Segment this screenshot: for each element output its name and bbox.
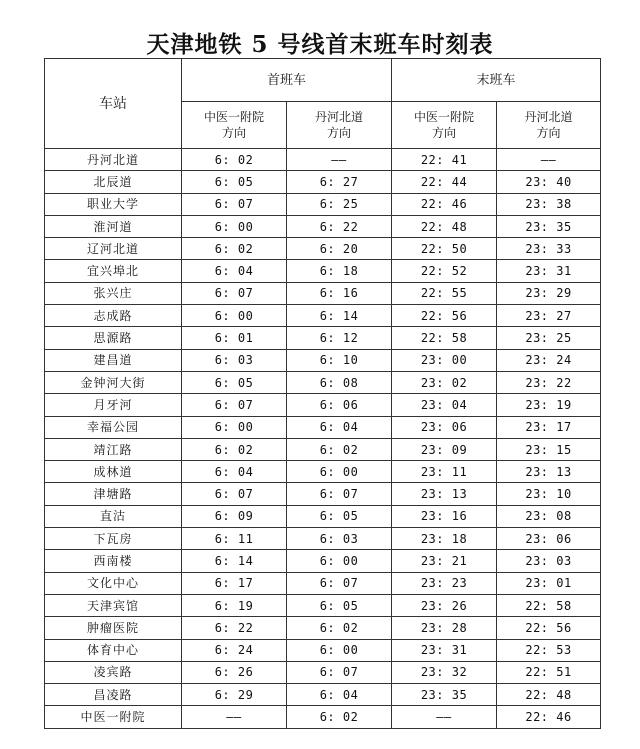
time-cell: 6: 03 [182,349,287,371]
time-cell: 22: 58 [497,594,601,616]
time-cell: 23: 35 [392,684,497,706]
time-cell: 23: 08 [497,505,601,527]
time-cell: 6: 07 [182,394,287,416]
time-cell: 23: 09 [392,438,497,460]
time-cell: 6: 02 [182,149,287,171]
time-cell: 23: 00 [392,349,497,371]
time-cell: —— [392,706,497,728]
time-cell: 23: 26 [392,594,497,616]
time-cell: 23: 22 [497,371,601,393]
time-cell: 23: 01 [497,572,601,594]
first-dir-a-header: 中医一附院 方向 [182,102,287,149]
station-column-header: 车站 [45,59,182,149]
time-cell: 6: 04 [182,260,287,282]
time-cell: 23: 40 [497,171,601,193]
station-name: 辽河北道 [45,238,182,260]
time-cell: 23: 21 [392,550,497,572]
time-cell: 23: 02 [392,371,497,393]
time-cell: 6: 07 [287,572,392,594]
time-cell: 6: 05 [287,594,392,616]
table-row [45,572,601,594]
station-name: 北辰道 [45,171,182,193]
table-row [45,260,601,282]
time-cell: 23: 29 [497,282,601,304]
time-cell: 6: 26 [182,661,287,683]
station-name: 昌凌路 [45,684,182,706]
time-cell: —— [182,706,287,728]
time-cell: 6: 05 [182,171,287,193]
page-title: 天津地铁 5 号线首末班车时刻表 [146,31,494,58]
time-cell: 23: 27 [497,305,601,327]
last-dir-a-header: 中医一附院 方向 [392,102,497,149]
time-cell: 23: 23 [392,572,497,594]
table-row [45,461,601,483]
station-name: 宜兴埠北 [45,260,182,282]
station-name: 淮河道 [45,215,182,237]
station-name: 职业大学 [45,193,182,215]
table-row [45,438,601,460]
table-row [45,639,601,661]
station-name: 体育中心 [45,639,182,661]
time-cell: 6: 09 [182,505,287,527]
time-cell: 23: 19 [497,394,601,416]
time-cell: 23: 13 [497,461,601,483]
time-cell: 23: 03 [497,550,601,572]
time-cell: 22: 50 [392,238,497,260]
table-row [45,282,601,304]
time-cell: 6: 04 [182,461,287,483]
timetable [44,58,601,729]
time-cell: 6: 17 [182,572,287,594]
time-cell: 23: 11 [392,461,497,483]
time-cell: 6: 02 [287,617,392,639]
time-cell: 22: 48 [392,215,497,237]
first-dir-b-header: 丹河北道 方向 [287,102,392,149]
station-name: 肿瘤医院 [45,617,182,639]
table-row [45,305,601,327]
time-cell: 23: 15 [497,438,601,460]
time-cell: 23: 06 [392,416,497,438]
table-row [45,238,601,260]
time-cell: 22: 55 [392,282,497,304]
time-cell: 6: 02 [182,438,287,460]
station-name: 思源路 [45,327,182,349]
time-cell: 6: 00 [287,639,392,661]
station-name: 西南楼 [45,550,182,572]
station-name: 成林道 [45,461,182,483]
time-cell: 22: 46 [497,706,601,728]
time-cell: 6: 07 [182,483,287,505]
time-cell: 23: 13 [392,483,497,505]
time-cell: 6: 14 [287,305,392,327]
table-row [45,505,601,527]
time-cell: —— [497,149,601,171]
station-name: 津塘路 [45,483,182,505]
time-cell: 6: 00 [287,550,392,572]
first-train-header: 首班车 [182,59,392,102]
time-cell: 6: 27 [287,171,392,193]
table-row [45,371,601,393]
time-cell: 6: 02 [287,438,392,460]
time-cell: 22: 52 [392,260,497,282]
time-cell: 23: 24 [497,349,601,371]
time-cell: 6: 01 [182,327,287,349]
table-row [45,684,601,706]
station-name: 月牙河 [45,394,182,416]
station-name: 建昌道 [45,349,182,371]
time-cell: 22: 41 [392,149,497,171]
station-name: 直沽 [45,505,182,527]
station-name: 靖江路 [45,438,182,460]
station-name: 幸福公园 [45,416,182,438]
table-row [45,416,601,438]
table-row [45,171,601,193]
time-cell: 6: 14 [182,550,287,572]
time-cell: 6: 08 [287,371,392,393]
station-name: 凌宾路 [45,661,182,683]
time-cell: 23: 06 [497,528,601,550]
table-row [45,215,601,237]
station-name: 丹河北道 [45,149,182,171]
time-cell: 22: 56 [497,617,601,639]
table-row [45,149,601,171]
last-train-header: 末班车 [392,59,601,102]
time-cell: 6: 22 [182,617,287,639]
time-cell: 6: 07 [287,661,392,683]
time-cell: 23: 31 [497,260,601,282]
time-cell: 6: 03 [287,528,392,550]
time-cell: 6: 04 [287,416,392,438]
time-cell: 6: 29 [182,684,287,706]
time-cell: 6: 11 [182,528,287,550]
time-cell: 23: 31 [392,639,497,661]
time-cell: 6: 25 [287,193,392,215]
time-cell: 6: 04 [287,684,392,706]
station-name: 中医一附院 [45,706,182,728]
time-cell: 6: 07 [182,282,287,304]
time-cell: 6: 00 [182,215,287,237]
table-row [45,349,601,371]
time-cell: 23: 18 [392,528,497,550]
time-cell: 6: 19 [182,594,287,616]
table-row [45,394,601,416]
table-row [45,193,601,215]
time-cell: 6: 05 [287,505,392,527]
time-cell: 23: 38 [497,193,601,215]
time-cell: 23: 32 [392,661,497,683]
station-name: 天津宾馆 [45,594,182,616]
time-cell: 22: 44 [392,171,497,193]
time-cell: 23: 28 [392,617,497,639]
time-cell: 23: 25 [497,327,601,349]
time-cell: 22: 48 [497,684,601,706]
station-name: 下瓦房 [45,528,182,550]
table-row [45,327,601,349]
time-cell: 6: 10 [287,349,392,371]
time-cell: 22: 56 [392,305,497,327]
time-cell: 6: 00 [182,416,287,438]
time-cell: 6: 22 [287,215,392,237]
time-cell: 6: 24 [182,639,287,661]
time-cell: 23: 33 [497,238,601,260]
time-cell: 23: 10 [497,483,601,505]
station-name: 张兴庄 [45,282,182,304]
time-cell: 6: 12 [287,327,392,349]
table-row [45,617,601,639]
time-cell: 22: 46 [392,193,497,215]
table-row [45,661,601,683]
time-cell: 6: 00 [287,461,392,483]
time-cell: 6: 05 [182,371,287,393]
table-row [45,483,601,505]
time-cell: —— [287,149,392,171]
table-row [45,706,601,728]
time-cell: 22: 51 [497,661,601,683]
time-cell: 23: 17 [497,416,601,438]
table-row [45,528,601,550]
time-cell: 6: 02 [182,238,287,260]
table-row [45,594,601,616]
time-cell: 6: 02 [287,706,392,728]
station-name: 志成路 [45,305,182,327]
time-cell: 6: 20 [287,238,392,260]
time-cell: 6: 07 [182,193,287,215]
time-cell: 23: 35 [497,215,601,237]
time-cell: 23: 16 [392,505,497,527]
station-name: 文化中心 [45,572,182,594]
time-cell: 22: 53 [497,639,601,661]
time-cell: 6: 07 [287,483,392,505]
time-cell: 22: 58 [392,327,497,349]
time-cell: 6: 06 [287,394,392,416]
table-row [45,550,601,572]
last-dir-b-header: 丹河北道 方向 [497,102,601,149]
time-cell: 6: 16 [287,282,392,304]
time-cell: 6: 18 [287,260,392,282]
time-cell: 6: 00 [182,305,287,327]
station-name: 金钟河大街 [45,371,182,393]
time-cell: 23: 04 [392,394,497,416]
